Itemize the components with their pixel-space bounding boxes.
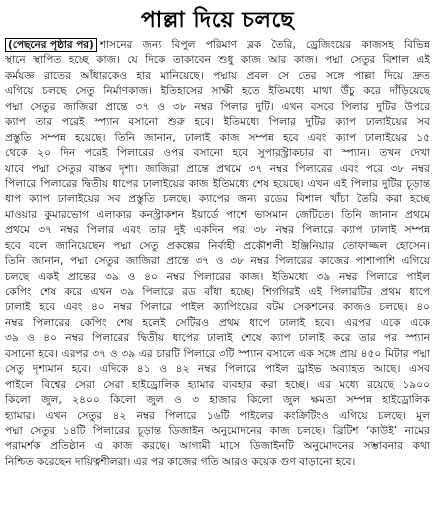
article-line-text: যাবে পদ্মা সেতুর বাস্তব দৃশ্য। জাজিরা প্রান্তে প্রথমে ৩৭ নম্বর পিলারের এবং পরে ৩৮ নম্বর — [5, 162, 430, 175]
article-line — [5, 69, 430, 84]
article-line — [5, 254, 430, 269]
article-line-text: মাওয়ার কুমারভোগ এলাকার কনস্ট্রাকশন ইয়ার্ডে পাশে ভাসমান জেটিতে। তিনি জানান প্রথমে — [5, 208, 430, 221]
article-line — [5, 409, 430, 424]
article-body — [5, 38, 430, 507]
article-line — [5, 223, 430, 238]
article-line-text: কর্মযজ্ঞ রাতের আঁধারকেও হার মানিয়েছে। পদ্মায় প্রবল সে তের সঙ্গে পাল্লা দিয়ে দ্রুত — [5, 69, 430, 82]
article-line-text: সেতু দৃশ্যমান হবে। এদিকে ৪১ ও ৪২ নম্বর পিলারে পাইল ড্রাইভ অব্যাহত আছে। এসব — [5, 363, 430, 376]
article-line-text: প্রস্তুতি সম্পন্ন হয়েছে। তিনি জানান, ঢালাই কাজ সম্পন্ন হবে এবং ক্যাপ ঢালাইয়ের ১৫ — [5, 131, 430, 144]
article-line-text: নম্বর পিলারের কেপিং শেষ হলেই সেটিরও প্রথম ধাপে ঢালাই হবে। এরপর একে একে — [5, 316, 430, 329]
article-line — [5, 393, 430, 408]
article-line-text: পিলারে পিলারের দ্বিতীয় ধাপের ঢালাইয়ের কাজ ইতিমধ্যে শেষ হয়েছে। এখন এই পিলার দুটির চূড়ান্ত — [5, 177, 430, 190]
article-line-text: ধাপ ক্যাপ ঢালাইয়ের সব প্রস্তুতি চলছে। ক্যাপের জন্য রডের বিশাল খাঁচা তৈরি করা হচ্ছে — [5, 193, 430, 206]
article-line-text: নিশ্চিত করেছেন দায়িত্বশীলরা। এর পর কাজের গতি আরও কয়েক গুণ বাড়ানো হবে। — [5, 455, 356, 468]
article-line — [5, 285, 430, 300]
continued-from-label: (পেছনের পৃষ্ঠার পর) — [5, 38, 97, 52]
article-line-text: হ্যামার। এখন সেতুর ৪২ নম্বর পিলারে ১৬টি পাইলের কংক্রিটিংও এগিয়ে চলছে। মূল — [5, 409, 430, 422]
article-line-text: এগিয়ে চলছে সেতু নির্মাণকাজ। ইতিহাসের সাক্ষী হতে ইতিমধ্যে মাথা উঁচু করে দাঁড়িয়েছে — [5, 85, 430, 98]
article-line-text: প্রথমে ৩৭ নম্বর পিলার এবং তার দুই একদিন পর ৩৮ নম্বর পিলারে ক্যাপ ঢালাই সম্পন্ন — [5, 224, 430, 237]
headline: পাল্লা দিয়ে চলছে — [140, 8, 295, 33]
article-line — [5, 84, 430, 99]
article-line — [5, 424, 430, 439]
article-line-text: পদ্মা সেতুর ১৪টি পিলারের চূড়ান্ত ডিজাইন অনুমোদনের কাজ চলছে। ব্রিটিশ ‘কাউই’ নামের — [5, 424, 430, 437]
article-line — [5, 331, 430, 346]
article-line-text: ক্যাপ তার পরেই স্প্যান বসানো শুরু হবে। ইতিমধ্যে পিলার দুটির ক্যাপ ঢালাইয়ের সব — [5, 116, 430, 129]
article-line — [5, 347, 430, 362]
article-line — [5, 362, 430, 377]
article-line-text: পাইলে বিশ্বের সেরা সেরা হাইড্রোলিক হ্যামার ব্যবহার করা হচ্ছে। এর মধ্যে রয়েছে ১৯০০ — [5, 378, 430, 391]
article-line-text: পরামর্শক প্রতিষ্ঠান এ কাজ করছে। আগামী মাসে ডিজাইনটি অনুমোদনের সম্ভাবনার কথা — [5, 440, 430, 453]
article-line-text: ৩৯ ও ৪০ নম্বর পিলারের দ্বিতীয় ধাপের ঢালাই শেষে ক্যাপ ঢালাই করে তার পর স্প্যান — [5, 332, 430, 345]
article-line-text: কিলো জুল, ২৪০০ কিলো জুল ও ৩ হাজার কিলো জুল ক্ষমতা সম্পন্ন হাইড্রোলিক — [5, 394, 430, 407]
article-line — [5, 38, 430, 53]
article-line-text: থেকে ২০ দিন পরেই পিলারের ওপর বসানো হবে সুপারস্ট্রাকচার বা স্প্যান। তখন দেখা — [5, 147, 430, 160]
article-line — [5, 208, 430, 223]
article-line — [5, 53, 430, 68]
article-line — [5, 455, 430, 470]
article-line — [5, 131, 430, 146]
article-line-text: স্থানে স্থাপিত হচ্ছে কাজ। যে দিকে তাকাবেন শুধু কাজ আর কাজ। পদ্মা সেতুর বিশাল এই — [5, 54, 430, 67]
article-line — [5, 146, 430, 161]
article-line — [5, 316, 430, 331]
article-line — [5, 270, 430, 285]
article-line-text: ঢালাই হবে এবং ৪০ নম্বর পিলারে পাইল ক্যাপিংয়ের বটম সেকশনের কাজও চলছে। ৪০ — [5, 301, 430, 314]
article-line-text: পদ্মা সেতুর জাজিরা প্রান্তে ৩৭ ও ৩৮ নম্বর পিলার দুটি। এখন বসবে পিলার দুটির উপরে — [5, 100, 430, 113]
article-line — [5, 162, 430, 177]
article-line-text: চলছে একই প্রান্তের ৩৯ ও ৪০ নম্বর পিলারের কাজ। ইতিমধ্যে ৩৯ নম্বর পিলারে পাইল — [5, 270, 430, 283]
article-line — [5, 115, 430, 130]
article-line-text: বসানো হবে। এরপর ৩৭ ও ৩৯ এর চারটি পিলারে ৩টি স্প্যান বসালে এক সঙ্গে প্রায় ৪৫০ মিটার পদ্মা — [5, 347, 430, 360]
article-line — [5, 239, 430, 254]
article-line — [5, 177, 430, 192]
article-line-text: শাসনের জন্য বিপুল পরিমাণ ব্লক তৈরি, ড্রেজিংয়ের কাজসহ বিভিন্ন — [99, 39, 430, 51]
article-line-text: তিনি জানান, পদ্মা সেতুর জাজিরা প্রান্তে ৩৭ ও ৩৮ নম্বর পিলারের কাজের পাশাপাশি এগিয়ে — [5, 255, 430, 268]
article-line-text: কেপিং শেষ করে এখন ৩৯ পিলারে রড বাঁধা হচ্ছে। শিগগিরই এই পিলারটির প্রথম ধাপে — [5, 286, 430, 298]
article-line — [5, 300, 430, 315]
article-line — [5, 100, 430, 115]
article-line-text: হবে বলে জানিয়েছেন পদ্মা সেতু প্রকল্পের নির্বাহী প্রকৌশলী ইঞ্জিনিয়ার তোফাজ্জল হোসেন। — [5, 239, 430, 252]
article-line — [5, 378, 430, 393]
article-line — [5, 192, 430, 207]
article-line — [5, 439, 430, 454]
